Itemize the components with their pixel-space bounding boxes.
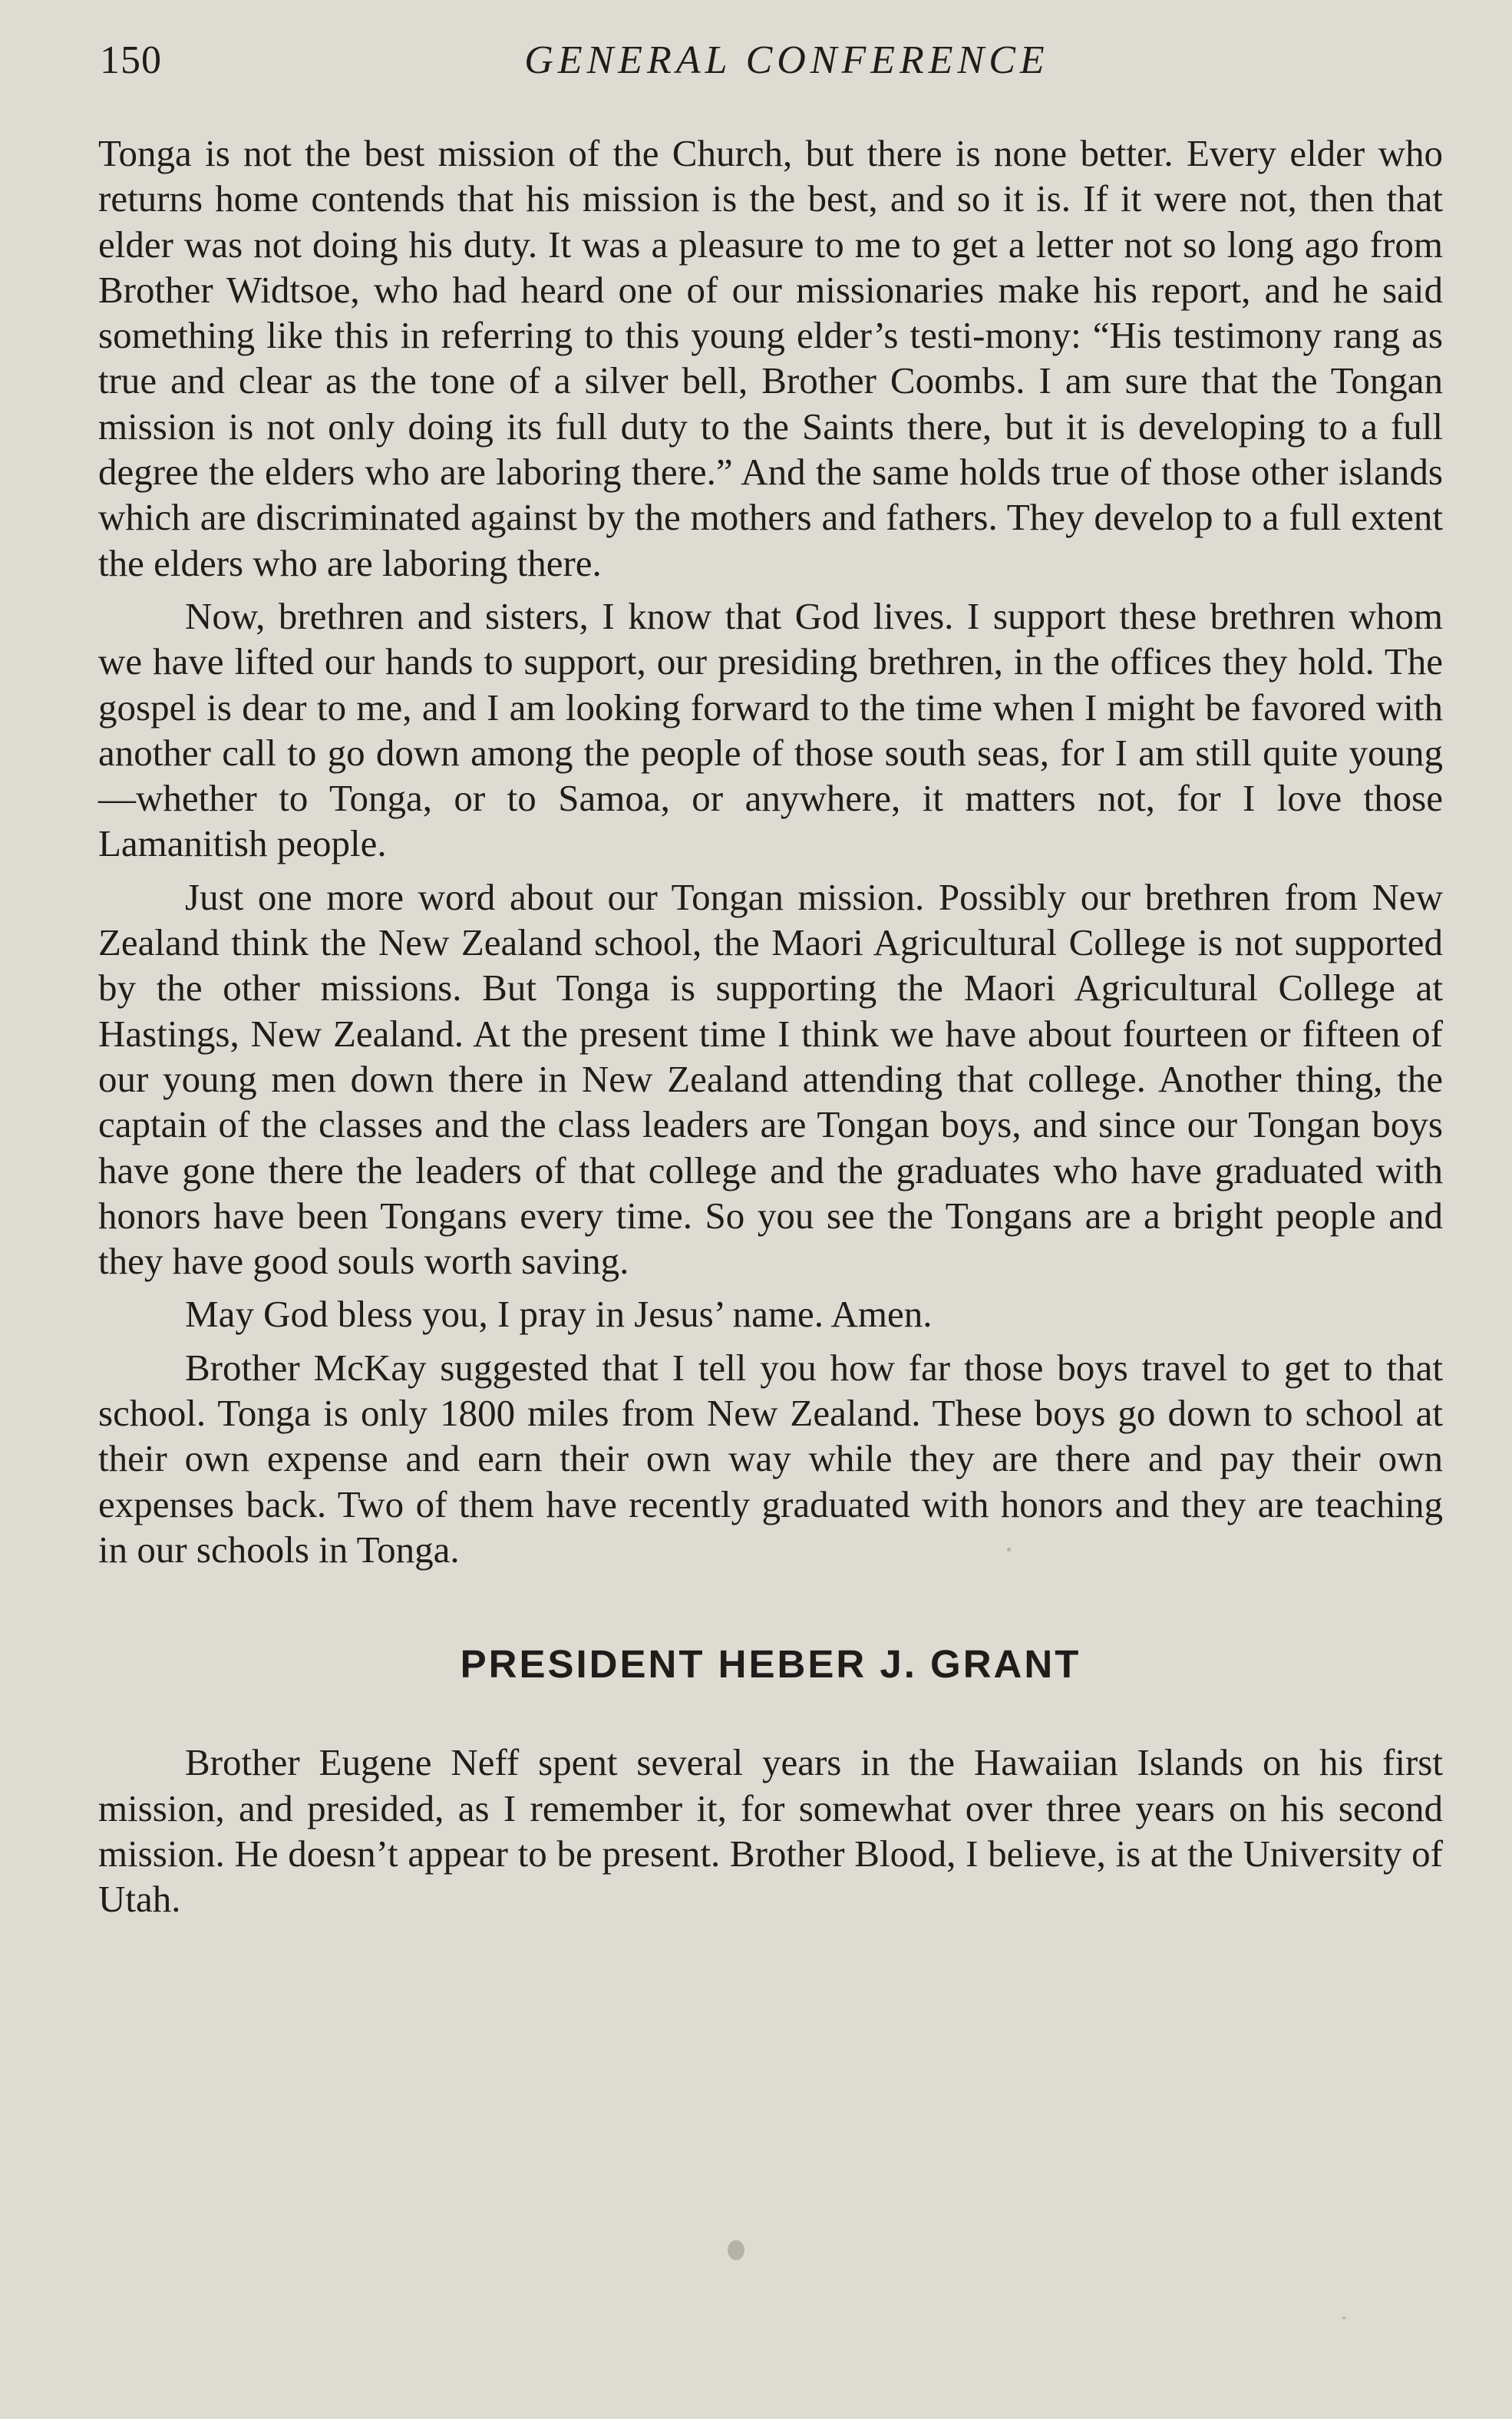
page-body [98, 131, 1443, 1922]
paper-blemish [728, 2240, 744, 2260]
paragraph-tonga-mission: Tonga is not the best mission of the Church, but there is none better. Every elder who returns home contends that his mission is the best, and so it is. If it were not, then that elder was not doing his duty. It was a pleasure to me to get a letter not so long ago from Brother Widtsoe, who had heard one of our missionaries make his report, and he said something like this in referring to this young elder’s testi-mony: “His testimony rang as true and clear as the tone of a silver bell, Brother Coombs. I am sure that the Tongan mission is not only doing its full duty to the Saints there, but it is developing to a full degree the elders who are laboring there.” And the same holds true of those other islands which are discriminated against by the mothers and fathers. They develop to a full extent the elders who are laboring there. [98, 132, 1443, 584]
paper-blemish [1007, 1548, 1011, 1552]
running-title: GENERAL CONFERENCE [524, 38, 1049, 82]
paragraph-grant-remarks: Brother Eugene Neff spent several years in the Hawaiian Islands on his first mission, and presided, as I remember it, for somewhat over three years on his second mission. He doesn’t appear to be present. Brother Blood, I believe, is at the University of Utah. [98, 1741, 1443, 1921]
paragraph-closing-prayer: May God bless you, I pray in Jesus’ name. Amen. [185, 1293, 933, 1336]
page-number: 150 [100, 38, 162, 82]
paragraph-testimony: Now, brethren and sisters, I know that God lives. I support these brethren whom we have lifted our hands to support, our presiding brethren, in the offices they hold. The gospel is dear to me, and I am looking forward to the time when I might be favored with another call to go down among the people of those south seas, for I am still quite young—whether to Tonga, or to Samoa, or anywhere, it matters not, for I love those Lamanitish people. [98, 594, 1443, 865]
paper-blemish [1342, 2317, 1346, 2319]
paragraph-maori-college: Just one more word about our Tongan mission. Possibly our brethren from New Zealand think the New Zealand school, the Maori Agricultural College is not supported by the other missions. But Tonga is supporting the Maori Agricultural College at Hastings, New Zealand. At the present time I think we have about fourteen or fifteen of our young men down there in New Zealand attending that college. Another thing, the captain of the classes and the class leaders are Tongan boys, and since our Tongan boys have gone there the leaders of that college and the graduates who have graduated with honors have been Tongans every time. So you see the Tongans are a bright people and they have good souls worth saving. [98, 875, 1443, 1283]
section-heading: PRESIDENT HEBER J. GRANT [460, 1642, 1081, 1687]
paragraph-travel: Brother McKay suggested that I tell you how far those boys travel to get to that school. Tonga is only 1800 miles from New Zealand. These boys go down to school at their own expense and earn their own way while they are there and pay their own expenses back. Two of them have recently graduated with honors and they are teaching in our schools in Tonga. [98, 1346, 1443, 1571]
